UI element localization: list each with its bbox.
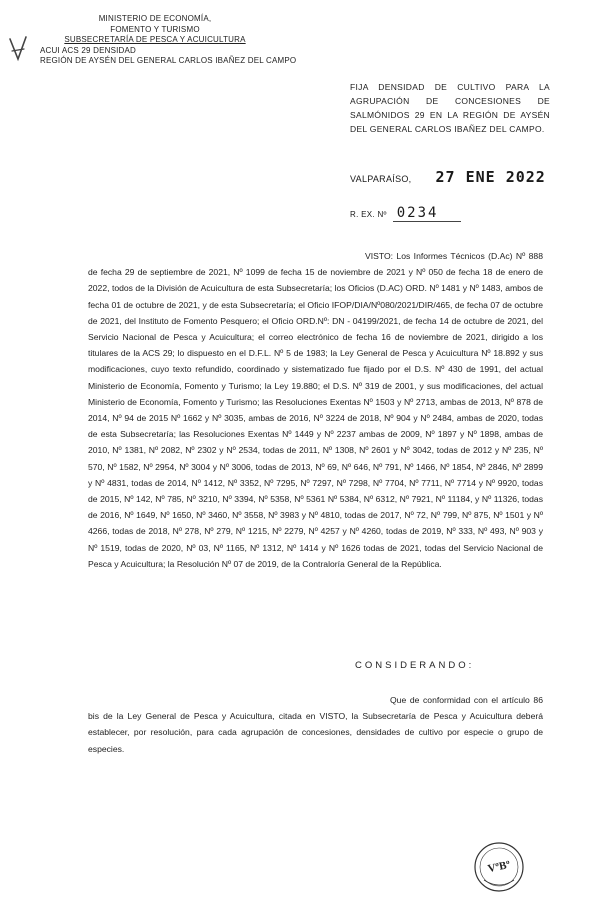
considerando-heading: CONSIDERANDO: [355, 660, 475, 671]
stamp-text: VºBº [486, 858, 512, 876]
visto-section [88, 248, 543, 572]
letterhead-ministry: MINISTERIO DE ECONOMÍA, [98, 14, 212, 23]
resolution-title: FIJA DENSIDAD DE CULTIVO PARA LA AGRUPACIÓN DE CONCESIONES DE SALMÓNIDOS 29 EN LA REGIÓN DE AYSÉN DEL GENERAL CARLOS IBAÑEZ DEL CAMPO. [350, 82, 550, 134]
place-date-line [350, 168, 550, 186]
letterhead [40, 14, 297, 67]
letterhead-subsecretaria: SUBSECRETARÍA DE PESCA Y ACUICULTURA [64, 35, 246, 44]
date-stamp: 27 ENE 2022 [435, 168, 546, 186]
visto-paragraph: VISTO: Los Informes Técnicos (D.Ac) Nº 888 de fecha 29 de septiembre de 2021, Nº 1099 de fecha 15 de noviembre de 2021 y Nº 050 de fecha 18 de enero de 2022, todos de la División de Acuicultura de esta Subsecretaría; los Oficios (D.AC) ORD. Nº 1481 y Nº 1483, ambos de fecha 01 de octubre de 2021, y de esta Subsecretaría; el Oficio IFOP/DIA/Nº080/2021/DIR/465, de fecha 07 de octubre de 2021, del Instituto de Fomento Pesquero; el Oficio ORD.Nº: DN - 04199/2021, de fecha 14 de octubre de 2021, del Servicio Nacional de Pesca y Acuicultura; el correo electrónico de fecha 16 de noviembre de 2021, dirigido a los titulares de la ACS 29; lo dispuesto en el D.F.L. Nº 5 de 1983; la Ley General de Pesca y Acuicultura Nº 18.892 y sus modificaciones, cuyo texto refundido, coordinado y sistematizado fue fijado por el D.S. Nº 430 de 1991, del actual Ministerio de Economía, Fomento y Turismo; la Ley 19.880; el D.S. Nº 319 de 2001, y sus modificaciones, del actual Ministerio de Economía, Fomento y Turismo; las Resoluciones Exentas Nº 1503 y Nº 2713, ambas de 2013, Nº 878 de 2014, Nº 94 de 2015 Nº 1662 y Nº 3035, ambas de 2016, Nº 3224 de 2018, Nº 904 y Nº 2484, ambas de 2020, todas de esta Subsecretaría; las Resoluciones Exentas Nº 1449 y Nº 2237 ambas de 2009, Nº 1897 y Nº 1898, ambas de 2010, Nº 1381, Nº 2082, Nº 2302 y Nº 2534, todas de 2011, Nº 1308, Nº 2601 y Nº 3042, todas de 2012 y Nº 235, Nº 570, Nº 1582, Nº 2954, Nº 3004 y Nº 3006, todas de 2013, Nº 69, Nº 646, Nº 791, Nº 1466, Nº 1854, Nº 2846, Nº 2899 y Nº 4831, todas de 2014, Nº 1412, Nº 3352, Nº 7295, Nº 7297, Nº 7298, Nº 7704, Nº 7711, Nº 7714 y Nº 9920, todas de 2015, Nº 142, Nº 785, Nº 3210, Nº 3394, Nº 5358, Nº 5361 Nº 5384, Nº 6312, Nº 7921, Nº 11184, y Nº 11326, todas de 2016, Nº 1649, Nº 1650, Nº 3460, Nº 3558, Nº 3983 y Nº 4810, todas de 2017, Nº 72, Nº 799, Nº 875, Nº 1501 y Nº 4266, todas de 2018, Nº 278, Nº 279, Nº 1215, Nº 2279, Nº 4257 y Nº 4260, todas de 2019, Nº 333, Nº 493, Nº 903 y Nº 1519, todas de 2020, Nº 03, Nº 1165, Nº 1312, Nº 1414 y Nº 1626 todas de 2021, todas del Servicio Nacional de Pesca y Acuicultura; la Resolución Nº 07 de 2019, de la Contraloría General de la República. [88, 251, 543, 569]
rex-label: R. EX. Nº [350, 210, 387, 219]
letterhead-reference: ACUI ACS 29 DENSIDAD [40, 45, 137, 55]
considerando-section [88, 692, 543, 757]
vb-stamp-icon [472, 840, 526, 894]
place: VALPARAÍSO, [350, 174, 412, 184]
letterhead-ministry-sub: FOMENTO Y TURISMO [110, 24, 200, 34]
considerando-paragraph-1: Que de conformidad con el artículo 86 bis de la Ley General de Pesca y Acuicultura, citada en VISTO, la Subsecretaría de Pesca y Acuicultura deberá establecer, por resolución, para cada agrupación de concesiones, densidades de cultivo por especie o grupo de especies. [88, 695, 543, 754]
handwritten-mark-icon [6, 35, 30, 65]
rex-number: 0234 [393, 205, 461, 222]
resolution-number-line [350, 205, 550, 222]
letterhead-region: REGIÓN DE AYSÉN DEL GENERAL CARLOS IBAÑEZ DEL CAMPO [40, 56, 297, 65]
